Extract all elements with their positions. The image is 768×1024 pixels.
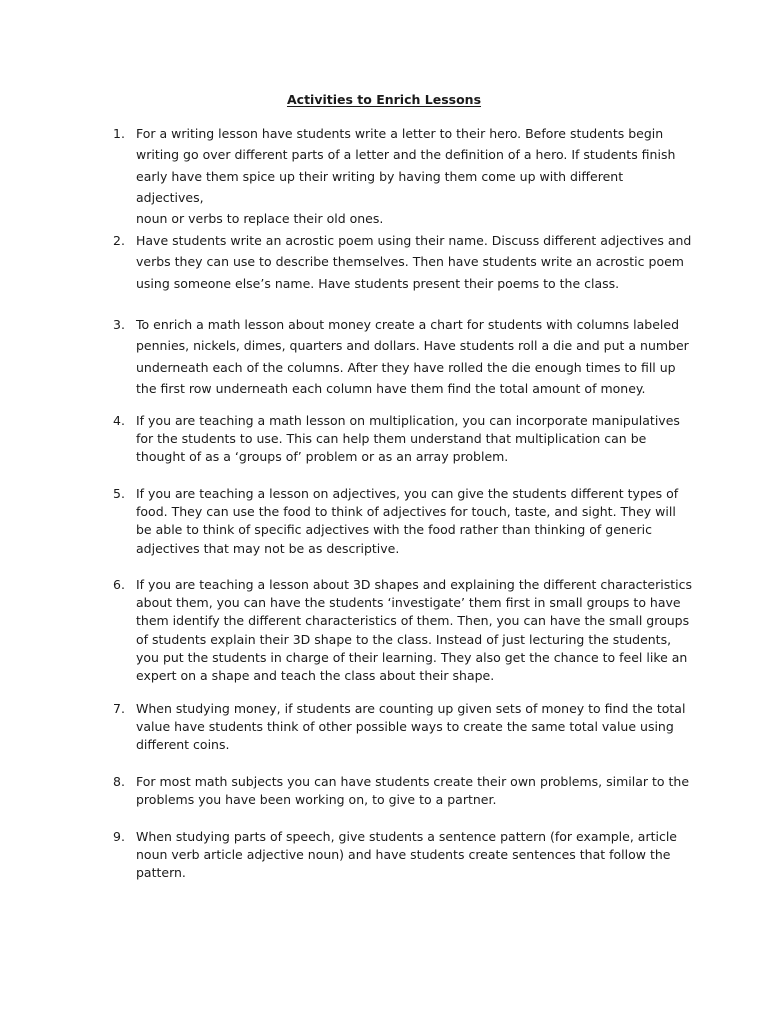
document-title: Activities to Enrich Lessons <box>286 92 482 107</box>
item-text: For most math subjects you can have students create their own problems, similar to the problems you have been working on, to give to a partner. <box>136 774 690 808</box>
item-number: 2. <box>113 233 125 248</box>
item-text: If you are teaching a lesson on adjectives, you can give the students different types of food. They can use the food to think of adjectives for touch, taste, and sight. They will be able to think of specific adjectives with the food rather than thinking of generic adjectives that may not be as descriptive. <box>136 486 679 556</box>
list-item-1 <box>113 123 693 229</box>
item-number: 1. <box>113 126 125 141</box>
item-number: 8. <box>113 774 125 789</box>
list-item-4 <box>113 412 693 467</box>
item-number: 6. <box>113 577 125 592</box>
item-number: 3. <box>113 317 125 332</box>
list-item-3 <box>113 314 693 399</box>
item-text: Have students write an acrostic poem using their name. Discuss different adjectives and verbs they can use to describe themselves. Then have students write an acrostic poem using someone else’s name. Have students present their poems to the class. <box>136 233 692 291</box>
item-text: To enrich a math lesson about money create a chart for students with columns labeled pennies, nickels, dimes, quarters and dollars. Have students roll a die and put a number underneath each of the columns. After they have rolled the die enough times to fill up the first row underneath each column have them find the total amount of money. <box>136 317 689 396</box>
item-text: When studying money, if students are counting up given sets of money to find the total value have students think of other possible ways to create the same total value using different coins. <box>136 701 686 753</box>
list-item-7 <box>113 700 693 755</box>
item-number: 5. <box>113 486 125 501</box>
item-number: 9. <box>113 829 125 844</box>
item-text: When studying parts of speech, give students a sentence pattern (for example, article noun verb article adjective noun) and have students create sentences that follow the pattern. <box>136 829 677 881</box>
list-item-8 <box>113 773 693 809</box>
item-text: For a writing lesson have students write a letter to their hero. Before students begin writing go over different parts of a letter and the definition of a hero. If students finish early have them spice up their writing by having them come up with different adjectives, noun or verbs to replace their old ones. <box>136 126 676 227</box>
list-item-9 <box>113 828 693 883</box>
list-item-5 <box>113 485 693 558</box>
item-number: 4. <box>113 413 125 428</box>
list-item-6 <box>113 576 693 685</box>
item-number: 7. <box>113 701 125 716</box>
list-item-2 <box>113 230 693 294</box>
item-text: If you are teaching a math lesson on multiplication, you can incorporate manipulatives for the students to use. This can help them understand that multiplication can be thought of as a ‘groups of’ problem or as an array problem. <box>136 413 680 465</box>
item-text: If you are teaching a lesson about 3D shapes and explaining the different characteristics about them, you can have the students ‘investigate’ them first in small groups to have them identify the different characteristics of them. Then, you can have the small groups of students explain their 3D shape to the class. Instead of just lecturing the students, you put the students in charge of their learning. They also get the chance to feel like an expert on a shape and teach the class about their shape. <box>136 577 692 684</box>
